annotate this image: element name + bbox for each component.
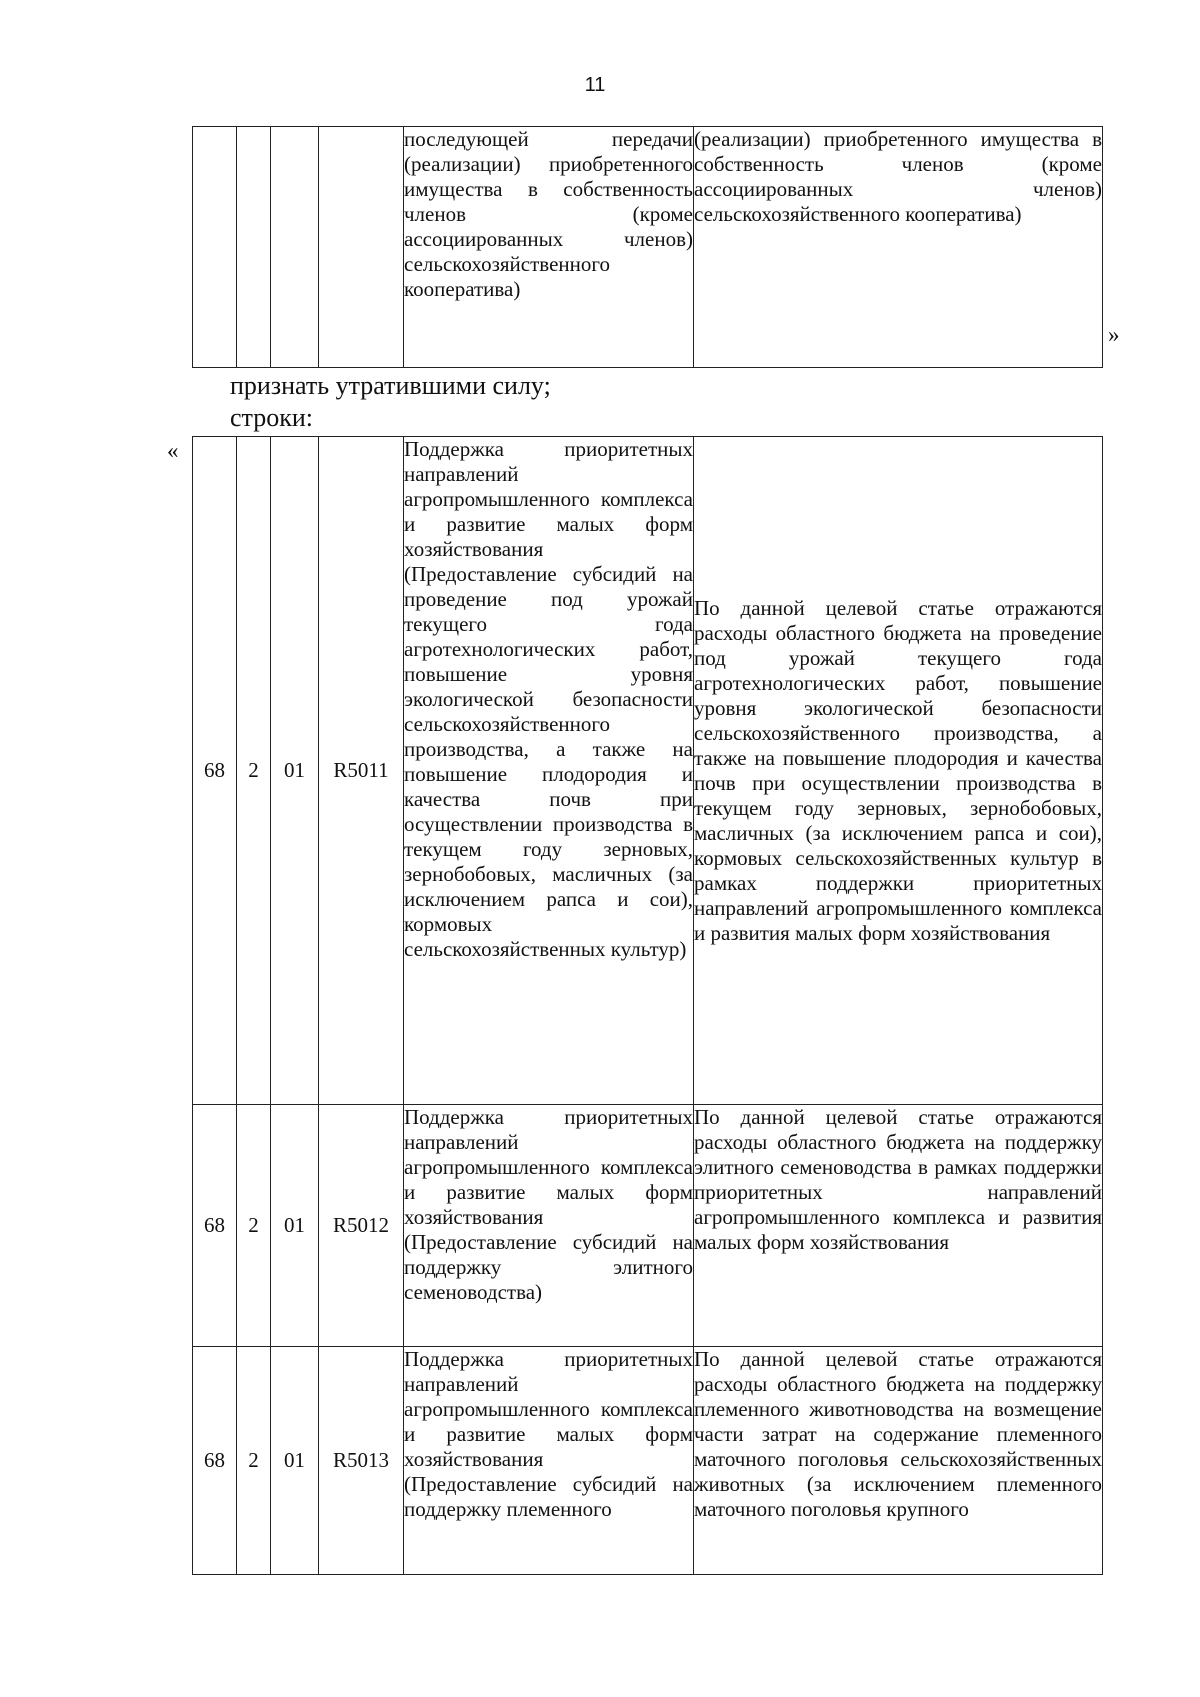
paragraph-repeal: признать утратившими силу;: [230, 371, 551, 400]
name-cell: Поддержка приоритетных направлений агропромышленного комплекса и развитие малых форм хозяйствования (Предоставление субсидий на поддержку элитного семеноводства): [404, 1105, 694, 1347]
name-cell: Поддержка приоритетных направлений агропромышленного комплекса и развитие малых форм хозяйствования (Предоставление субсидий на поддержку племенного: [404, 1347, 694, 1575]
table-row: [193, 127, 1103, 368]
description-cell: По данной целевой статье отражаются расходы областного бюджета на проведение под урожай текущего года агротехнологических работ, повышение уровня экологической безопасности сельскохозяйственного производства, а также на повышение плодородия и качества почв при осуществлении производства в текущем году зерновых, зернобобовых, масличных (за исключением рапса и сои), кормовых сельскохозяйственных культур в рамках поддержки приоритетных направлений агропромышленного комплекса и развития малых форм хозяйствования: [694, 437, 1103, 1105]
code-cell-4: [319, 127, 404, 368]
opening-quote: «: [167, 438, 179, 463]
code-cell-2: 2: [237, 437, 271, 1105]
code-cell-1: 68: [193, 1347, 237, 1575]
name-cell: последующей передачи (реализации) приобретенного имущества в собственность членов (кроме ассоциированных членов) сельскохозяйственного кооператива): [404, 127, 694, 368]
table-row: [193, 437, 1103, 1105]
code-cell-4: R5011: [319, 437, 404, 1105]
code-cell-2: [237, 127, 271, 368]
code-cell-1: 68: [193, 437, 237, 1105]
code-cell-3: 01: [271, 1347, 319, 1575]
description-cell: По данной целевой статье отражаются расходы областного бюджета на поддержку элитного семеноводства в рамках поддержки приоритетных направлений агропромышленного комплекса и развития малых форм хозяйствования: [694, 1105, 1103, 1347]
budget-items-table: [192, 436, 1103, 1575]
code-cell-1: 68: [193, 1105, 237, 1347]
closing-quote: »: [1108, 322, 1120, 347]
table-row: [193, 1105, 1103, 1347]
code-cell-4: R5012: [319, 1105, 404, 1347]
description-cell: (реализации) приобретенного имущества в собственность членов (кроме ассоциированных членов) сельскохозяйственного кооператива): [694, 127, 1103, 368]
code-cell-1: [193, 127, 237, 368]
name-cell: Поддержка приоритетных направлений агропромышленного комплекса и развитие малых форм хозяйствования (Предоставление субсидий на проведение под урожай текущего года агротехнологических работ, повышение уровня экологической безопасности сельскохозяйственного производства, а также на повышение плодородия и качества почв при осуществлении производства в текущем году зерновых, зернобобовых, масличных (за исключением рапса и сои), кормовых сельскохозяйственных культур): [404, 437, 694, 1105]
code-cell-3: 01: [271, 1105, 319, 1347]
code-cell-4: R5013: [319, 1347, 404, 1575]
code-cell-2: 2: [237, 1347, 271, 1575]
continued-table: [192, 126, 1103, 368]
table-row: [193, 1347, 1103, 1575]
page-number: 11: [584, 74, 606, 96]
code-cell-2: 2: [237, 1105, 271, 1347]
code-cell-3: [271, 127, 319, 368]
description-cell: По данной целевой статье отражаются расходы областного бюджета на поддержку племенного животноводства на возмещение части затрат на содержание племенного маточного поголовья сельскохозяйственных животных (за исключением племенного маточного поголовья крупного: [694, 1347, 1103, 1575]
paragraph-rows: строки:: [230, 403, 313, 432]
code-cell-3: 01: [271, 437, 319, 1105]
